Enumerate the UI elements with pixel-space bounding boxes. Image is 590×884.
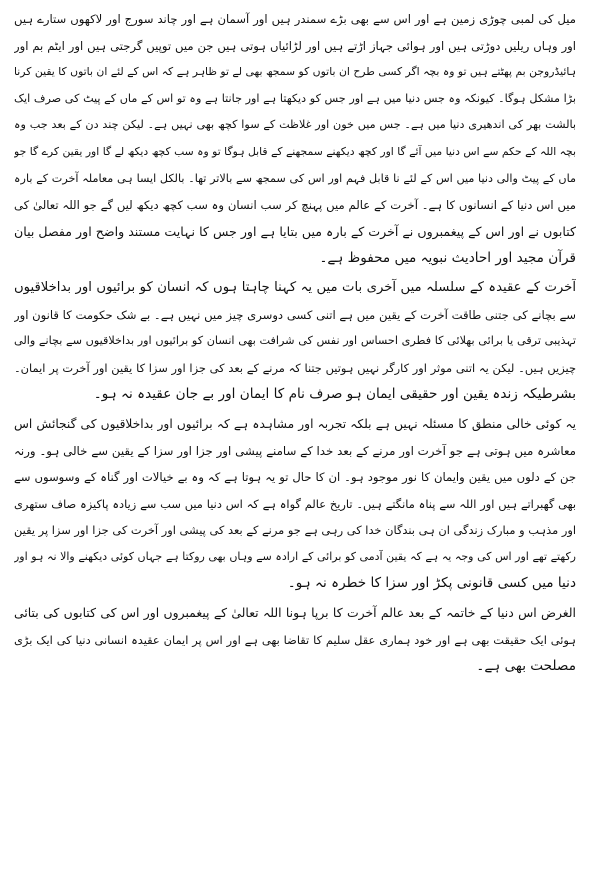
text-line: کتابوں نے اور اس کے پیغمبروں نے آخرت کے بارہ میں بتایا ہے اور جس کا نہایت مستند واضح اور مفصل بیان <box>14 223 576 239</box>
text-line: چیزیں ہیں۔ لیکن یہ اتنی موثر اور کارگر نہیں ہوتیں جتنا کہ مرنے کے بعد کی جزا اور سزا کا یقین اور آخرت پر ایمان۔ <box>14 360 576 375</box>
text-line: قرآن مجید اور احادیث نبویہ میں محفوظ ہے۔ <box>319 250 576 267</box>
text-line: تہذیبی ترقی یا برائی بھلائی کا فطری احساس اور نفس کی شرافت بھی انسان کو برائیوں اور بداخلاقیوں سے بچانے والی <box>14 334 576 348</box>
paragraph-afterlife-analogy <box>14 6 576 272</box>
paragraph-belief-protection <box>14 275 576 408</box>
text-line: یہ کوئی خالی منطق کا مسئلہ نہیں ہے بلکہ تجربہ اور مشاہدہ ہے کہ برائیوں اور بداخلاقیوں کی گنجائش اس <box>14 416 576 431</box>
text-line: میل کی لمبی چوڑی زمین ہے اور اس سے بھی بڑے سمندر ہیں اور آسمان ہے اور چاند سورج اور لاکھوں ستارے ہیں <box>14 12 576 26</box>
text-line: مصلحت بھی ہے۔ <box>476 658 576 675</box>
text-line: بھی گھبراتے ہیں اور اللہ سے پناہ مانگتے ہیں۔ تاریخ عالم گواہ ہے کہ اس دنیا میں سب سے زیادہ پاکیزہ صاف ستھری <box>14 496 576 511</box>
text-line: اور مذہب و مبارک زندگی ان ہی بندگان خدا کی رہی ہے جو مرنے کے بعد کی پیشی اور آخرت کی جزا اور سزا پر یقین <box>14 523 576 538</box>
text-line: دنیا میں کسی قانونی پکڑ اور سزا کا خطرہ نہ ہو۔ <box>287 575 576 592</box>
text-line: ہائیڈروجن بم پھٹتے ہیں تو وہ بچہ اگر کسی طرح ان باتوں کو سمجھ بھی لے تو ظاہر ہے کہ اس کے لئے ان باتوں کا یقین کرنا <box>14 65 576 79</box>
text-line: جن کے دلوں میں یقین وایمان کا نور موجود ہو۔ ان کا حال تو یہ ہوتا ہے کہ وہ بے خیالات اور گناہ کے وسوسوں سے <box>14 470 576 485</box>
text-line: بڑا مشکل ہوگا۔ کیونکہ وہ جس دنیا میں ہے اور جس کو دیکھتا ہے اور جانتا ہے وہ تو اس کے ماں کے پیٹ کی صرف ایک <box>14 91 576 105</box>
text-line: ہوئی ایک حقیقت بھی ہے اور خود ہماری عقل سلیم کا تقاضا بھی ہے اور اس پر ایمان عقیدہ انسانی دنیا کی ایک بڑی <box>14 632 576 647</box>
text-line: بچہ اللہ کے حکم سے اس دنیا میں آئے گا اور کچھ دیکھنے سمجھنے کے قابل ہوگا تو وہ سب کچھ دیکھ لے گا اور یقین کرے گا جو <box>14 144 576 158</box>
text-line: رکھتے تھے اور اس کی وجہ یہ ہے کہ یقین آدمی کو برائی کے ارادہ سے وہاں بھی روکتا ہے جہاں کوئی دیکھنے والا نہ ہو اور <box>14 549 576 563</box>
text-line: الغرض اس دنیا کے خاتمہ کے بعد عالم آخرت کا برپا ہونا اللہ تعالیٰ کے پیغمبروں اور اس کی کتابوں کی بتائی <box>14 605 576 621</box>
text-line: آخرت کے عقیدہ کے سلسلہ میں آخری بات میں یہ کہنا چاہتا ہوں کہ انسان کو برائیوں اور بداخلاقیوں <box>14 279 576 295</box>
text-line: ماں کے پیٹ والی دنیا میں اس کے لئے نا قابل فہم اور اس کی سمجھ سے بالاتر تھا۔ بالکل ایسا ہی معاملہ آخرت کے بارہ <box>14 171 576 185</box>
text-line: بشرطیکہ زندہ یقین اور حقیقی ایمان ہو صرف نام کا ایمان اور بے جان عقیدہ نہ ہو۔ <box>93 386 576 403</box>
text-line: سے بچانے کی جتنی طاقت آخرت کے یقین میں ہے اتنی کسی دوسری چیز میں نہیں ہے۔ بے شک حکومت کا قانون اور <box>14 307 576 322</box>
paragraph-conclusion <box>14 600 576 680</box>
text-line: معاشرہ میں ہوتی ہے جو آخرت اور مرنے کے بعد خدا کے سامنے پیشی اور جزا اور سزا کے یقین سے خالی ہو۔ ورنہ <box>14 443 576 458</box>
text-line: اور وہاں ریلیں دوڑتی ہیں اور ہوائی جہاز اڑتے ہیں اور لڑائیاں ہوتی ہیں جن میں توپیں گرجتی ہیں اور ایٹم بم اور <box>14 38 576 53</box>
paragraph-experience-observation <box>14 411 576 597</box>
text-line: بالشت بھر کی اندھیری دنیا میں ہے۔ جس میں خون اور غلاظت کے سوا کچھ بھی نہیں ہے۔ لیکن چند دن کے بعد جب وہ <box>14 118 576 132</box>
text-line: میں اس دنیا کے انسانوں کا ہے۔ آخرت کے عالم میں پہنچ کر سب انسان وہ سب کچھ دیکھ لیں گے جو اللہ تعالیٰ کی <box>14 198 576 213</box>
